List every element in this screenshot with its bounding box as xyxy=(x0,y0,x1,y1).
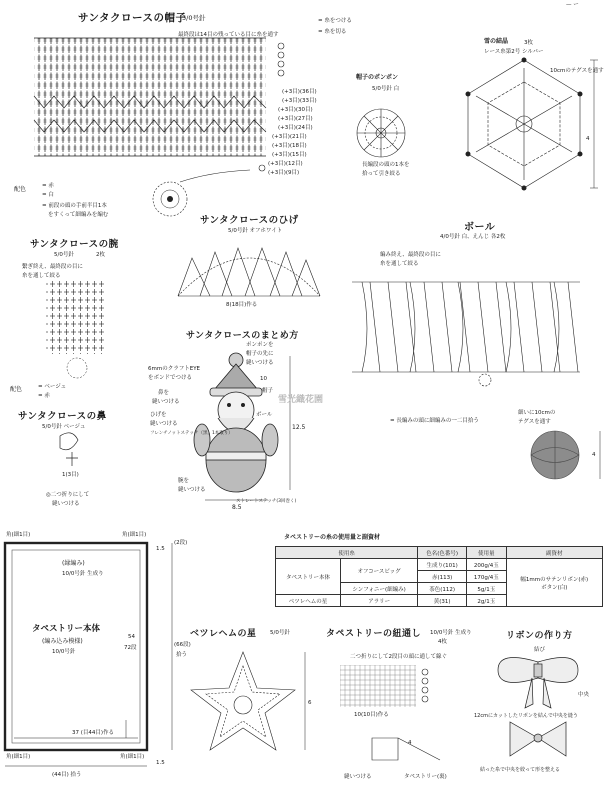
ball-hook: 4/0号針 白、えんじ 各2枚 xyxy=(440,234,506,240)
ball-teg-note-1: 細いに10cmの xyxy=(518,410,556,416)
loop-bottom-left: 縫いつける xyxy=(344,774,372,780)
snowflake-chart xyxy=(466,58,599,191)
beard-hook: 5/0号針 オフホワイト xyxy=(228,228,283,234)
loop-dim: 4 xyxy=(408,740,412,746)
ribbon-note-1: 12cmにカットしたリボンを結んで中央を縫う xyxy=(474,713,578,719)
pompom-title: 帽子のポンポン xyxy=(356,74,399,81)
beard-chart xyxy=(178,248,320,296)
assembly-pompom-2: 帽子の先に xyxy=(246,351,274,357)
materials-cell: 2g/1玉 xyxy=(467,595,507,607)
tapestry-bottom-width: 37 (目44目)作る xyxy=(72,730,115,736)
page-number-fragment: — ー xyxy=(566,2,579,8)
materials-header-row xyxy=(276,547,603,559)
materials-cell: 生成り(101) xyxy=(418,559,467,571)
assembly-nose-2: 縫いつける xyxy=(152,399,180,405)
hat-color-red: = 赤 xyxy=(42,183,54,189)
assembly-beard-1: ひげを xyxy=(150,412,167,418)
pompom-hook: 5/0号針 白 xyxy=(372,86,400,92)
hat-chart xyxy=(34,38,284,182)
materials-header-notions: 副資材 xyxy=(506,547,602,559)
nose-hook: 5/0号針 ベージュ xyxy=(42,424,86,430)
ribbon-note-2: 結った糸で中央を絞って形を整える xyxy=(480,767,561,773)
pompom-note-2: 拾って引き絞る xyxy=(362,171,401,177)
arm-color-label: 配色 xyxy=(10,386,23,393)
hat-count-10: (+3目)(9目) xyxy=(268,170,300,176)
hat-count-2: (+3目)(33目) xyxy=(282,98,317,104)
hat-count-8: (+3目)(15目) xyxy=(272,152,307,158)
materials-cell: シンフォニー(細編み) xyxy=(340,583,417,595)
star-dim: 6 xyxy=(308,700,312,706)
ribbon-knot: 結び xyxy=(534,647,546,653)
tapestry-side-pick: 拾う xyxy=(176,652,188,658)
tapestry-edging-hook: 10/0号針 生成り xyxy=(62,571,104,577)
assembly-hat: 帽子 xyxy=(262,388,274,394)
hat-color-white: = 白 xyxy=(42,192,54,198)
star-chart xyxy=(191,652,305,750)
tapestry-corner-br: 角(細1目) xyxy=(120,754,145,760)
pompom-chart xyxy=(357,109,405,157)
materials-notion-ribbon: 幅1mmのサテンリボン(赤) xyxy=(520,576,589,583)
ribbon-illustration xyxy=(498,658,578,757)
materials-cell: ベツレヘムの星 xyxy=(276,595,341,607)
assembly-eye-1: 6mmのクラフトEYE xyxy=(148,366,201,372)
materials-cell: アラリー xyxy=(340,595,417,607)
hat-count-6: (+3目)(21目) xyxy=(272,134,307,140)
arm-count: 2枚 xyxy=(96,252,105,258)
materials-cell: 200g/4玉 xyxy=(467,559,507,571)
materials-title: タペストリーの糸の使用量と副資材 xyxy=(284,534,381,541)
tapestry-body-pattern: (編み込み模様) xyxy=(42,638,83,645)
tapestry-corner-bl: 角(細1目) xyxy=(6,754,31,760)
tapestry-corner-tl: 角(細1目) xyxy=(6,532,31,538)
ball-chart xyxy=(352,282,600,479)
materials-cell: 赤(113) xyxy=(418,571,467,583)
ball-teg-note-2: テグスを通す xyxy=(518,419,551,425)
tapestry-corner-tr: 角(細1目) xyxy=(122,532,147,538)
hat-count-1: (+3目)(36目) xyxy=(282,89,317,95)
arm-chart xyxy=(46,280,106,378)
materials-cell: オフコースビッグ xyxy=(340,559,417,583)
snowflake-count: 3枚 xyxy=(524,40,533,46)
assembly-pompom-1: ポンポンを xyxy=(246,342,274,348)
assembly-straight-stitch: ストレートステッチ(3回巻く) xyxy=(236,499,297,504)
assembly-french-knot: フレンチノットステッチ（黒、1本取り） xyxy=(150,431,233,436)
nose-ring: 1(3目) xyxy=(62,472,79,478)
hat-color-label: 配色 xyxy=(14,186,27,193)
materials-notion-button: ボタン(白) xyxy=(541,584,568,591)
materials-cell: 5g/1玉 xyxy=(467,583,507,595)
assembly-beard-2: 縫いつける xyxy=(150,421,178,427)
assembly-nose-1: 鼻を xyxy=(158,390,170,396)
materials-notions-cell xyxy=(506,559,602,607)
hat-title: サンタクロースの帽子 xyxy=(78,12,187,24)
loop-hook: 10/0号針 生成り xyxy=(430,630,472,636)
arm-note-2: 糸を通して絞る xyxy=(22,273,61,279)
materials-cell: 黄(31) xyxy=(418,595,467,607)
beard-title: サンタクロースのひげ xyxy=(200,215,299,226)
star-title: ベツレヘムの星 xyxy=(190,629,257,639)
snowflake-dim: 4 xyxy=(586,136,590,142)
arm-color-red: = 赤 xyxy=(38,393,50,399)
assembly-eye-2: をボンドでつける xyxy=(148,375,193,381)
hat-hook: 5/0号針 xyxy=(182,14,206,22)
snowflake-yarn: レース糸第2号 シルバー xyxy=(484,49,544,55)
ball-legend: = 長編みの頭に細編みの一二目拾う xyxy=(390,418,479,424)
materials-header-color: 色名(色番号) xyxy=(418,547,467,559)
tapestry-rows-sub: 72段 xyxy=(124,645,137,651)
assembly-pompom-3: 縫いつける xyxy=(246,360,274,366)
pompom-note-1: 長編段の頭の1本を xyxy=(362,162,410,168)
arm-color-beige: = ベージュ xyxy=(38,384,67,390)
materials-table xyxy=(275,546,603,607)
assembly-title: サンタクロースのまとめ方 xyxy=(186,331,299,341)
assembly-arm-1: 腕を xyxy=(178,478,190,484)
ribbon-title: リボンの作り方 xyxy=(506,631,573,641)
nose-title: サンタクロースの鼻 xyxy=(18,411,107,422)
hat-ring-chart xyxy=(153,182,187,216)
tapestry-body-hook: 10/0号針 xyxy=(52,649,76,655)
star-hook: 5/0号針 xyxy=(270,630,290,636)
tapestry-margin-top: 1.5 xyxy=(156,546,165,552)
materials-cell: 茶色(112) xyxy=(418,583,467,595)
loop-title: タペストリーの紐通し xyxy=(326,629,422,639)
assembly-height: 12.5 xyxy=(292,424,306,431)
ribbon-center: 中央 xyxy=(578,692,590,698)
ball-title: ボール xyxy=(464,222,496,233)
hat-count-4: (+3目)(27目) xyxy=(278,116,313,122)
tapestry-edging: (縁編み) xyxy=(62,560,85,567)
hat-count-7: (+3目)(18目) xyxy=(272,143,307,149)
snowflake-title: 雪の結晶 xyxy=(484,38,509,45)
materials-cell: タペストリー本体 xyxy=(276,559,341,595)
legend-attach: = 糸をつける xyxy=(318,18,352,24)
hat-count-5: (+3目)(24目) xyxy=(278,125,313,131)
tapestry-body-title: タペストリー本体 xyxy=(32,624,101,634)
hat-edge-note-1: = 前段の頭の手前半目1本 xyxy=(42,203,107,209)
tapestry-rows: 54 xyxy=(128,634,135,640)
assembly-hat-num: 10 xyxy=(260,376,267,382)
arm-note-1: 繫ぎ終え、最終段の目に xyxy=(22,264,83,270)
legend-cut: = 糸を切る xyxy=(318,29,347,35)
assembly-ball: ボール xyxy=(256,412,273,418)
tapestry-margin-bottom: 1.5 xyxy=(156,760,165,766)
loop-count: 4枚 xyxy=(438,639,447,645)
materials-header-yarn: 使用糸 xyxy=(276,547,418,559)
table-row xyxy=(276,559,603,571)
loop-bottom-right: タペストリー(裏) xyxy=(404,774,447,780)
santa-figure xyxy=(194,353,290,500)
ball-note-1: 編み終え、最終段の目に xyxy=(380,252,441,258)
nose-note-1: ◎二つ折りにして xyxy=(46,492,90,498)
nose-note-2: 縫いつける xyxy=(52,501,80,507)
ball-note-2: 糸を通して絞る xyxy=(380,261,419,267)
loop-chain: 10(10目)作る xyxy=(354,712,389,718)
ball-dim: 4 xyxy=(592,452,596,458)
materials-cell: 170g/4玉 xyxy=(467,571,507,583)
tapestry-side-right2: (66段) xyxy=(174,642,191,648)
watermark: 雪光織花園 xyxy=(278,395,324,405)
loop-note: 二つ折りにして2段目の頭に通して線ぐ xyxy=(350,654,448,660)
hat-edge-note-2: をすくって細編みを編む xyxy=(48,212,109,218)
hat-count-9: (+3目)(12目) xyxy=(268,161,303,167)
tapestry-side-right: (2段) xyxy=(174,540,188,546)
assembly-arm-2: 縫いつける xyxy=(178,487,206,493)
assembly-width: 8.5 xyxy=(232,504,242,511)
beard-chain: 8(18目)作る xyxy=(226,302,258,308)
arm-title: サンタクロースの腕 xyxy=(30,239,119,250)
tapestry-total-width: (44目) 拾う xyxy=(52,772,82,778)
snowflake-note: 10cmのテグスを通す xyxy=(550,68,604,74)
nose-chart xyxy=(60,433,78,466)
hat-count-3: (+3目)(30目) xyxy=(278,107,313,113)
arm-hook: 5/0号針 xyxy=(54,252,74,258)
materials-header-amount: 使用量 xyxy=(467,547,507,559)
hat-note: 最終段は14目の残っている目に糸を通す xyxy=(178,32,279,38)
